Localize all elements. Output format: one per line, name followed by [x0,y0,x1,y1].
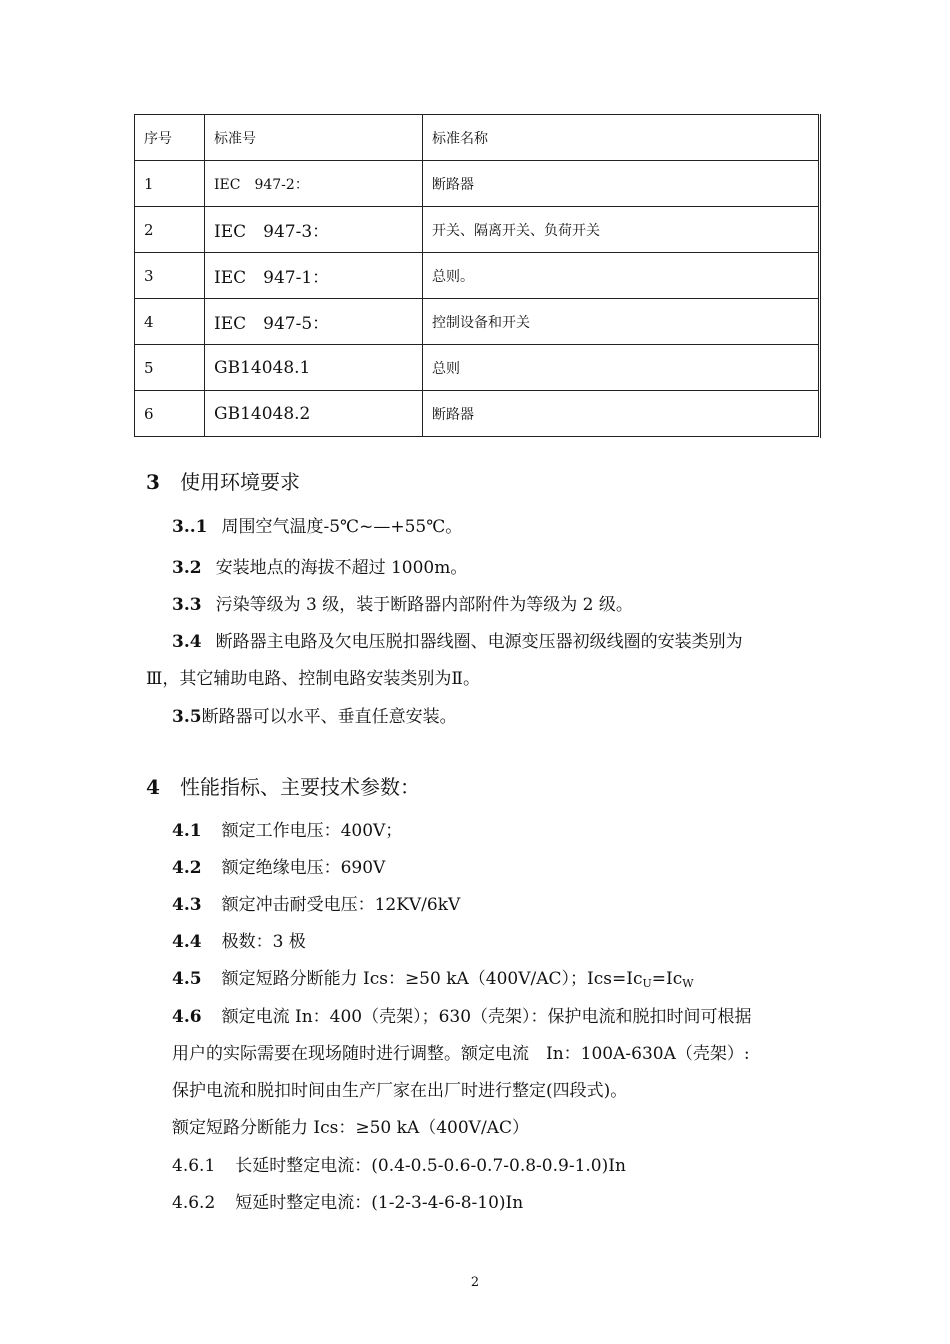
section-title: 使用环境要求 [180,470,300,494]
table-cell: GB14048.2 [205,391,423,437]
item-number: 4.3 [172,895,202,915]
subscript: W [682,977,694,990]
item-text: 安装地点的海拔不超过 1000m。 [215,558,468,578]
table-cell: 6 [135,391,205,437]
item-3-4 [172,631,743,653]
table-cell: IEC 947-2： [205,161,423,207]
item-4-3 [172,894,460,916]
breaking-capacity-line: 额定短路分断能力 Ics：≥50 kA（400V/AC） [172,1118,529,1138]
item-3-2 [172,557,467,579]
table-row [135,391,819,437]
section-4-heading [146,774,420,800]
item-text: 周围空气温度-5℃~—+55℃。 [221,517,463,537]
page-number: 2 [470,1275,480,1290]
item-text: 断路器主电路及欠电压脱扣器线圈、电源变压器初级线圈的安装类别为 [215,632,743,652]
table-cell: IEC 947-5： [205,299,423,345]
item-text: 额定电流 In：400（壳架）；630（壳架）：保护电流和脱扣时间可根据 [221,1007,752,1027]
item-number: 3..1 [172,517,208,537]
table-cell: IEC 947-1： [205,253,423,299]
item-text: 污染等级为 3 级，装于断路器内部附件为等级为 2 级。 [215,595,633,615]
section-number: 3 [146,470,160,494]
item-number: 3.5 [172,707,202,727]
item-3-4-continued: Ⅲ，其它辅助电路、控制电路安装类别为Ⅱ。 [146,669,480,689]
item-4-6 [172,1006,752,1028]
table-cell: 3 [135,253,205,299]
item-4-1 [172,820,402,842]
item-text: 额定冲击耐受电压：12KV/6kV [221,895,461,915]
item-text: 额定工作电压：400V； [221,821,403,841]
item-number: 4.4 [172,932,202,952]
table-cell: 总则。 [423,253,819,299]
item-number: 4.6.1 [172,1156,216,1176]
table-cell: IEC 947-3： [205,207,423,253]
table-cell: 5 [135,345,205,391]
item-text: 长延时整定电流：(0.4-0.5-0.6-0.7-0.8-0.9-1.0)In [235,1156,626,1176]
item-4-6-line3: 保护电流和脱扣时间由生产厂家在出厂时进行整定(四段式)。 [172,1081,628,1101]
table-cell: 4 [135,299,205,345]
item-text: 极数：3 极 [221,932,306,952]
item-3-3 [172,594,633,616]
item-number: 4.6.2 [172,1193,216,1213]
table-header-cell: 序号 [135,115,205,161]
table-double-border [820,114,821,438]
item-3-1 [172,516,462,538]
subscript: U [642,977,652,990]
table-header-cell: 标准号 [205,115,423,161]
table-row [135,299,819,345]
item-number: 4.2 [172,858,202,878]
item-number: 3.4 [172,632,202,652]
table-row [135,253,819,299]
item-number: 4.5 [172,969,202,989]
item-4-5 [172,968,694,990]
table-row [135,345,819,391]
item-text: 断路器可以水平、垂直任意安装。 [201,707,457,727]
table-cell: 2 [135,207,205,253]
table-header-row [135,115,819,161]
table-cell: 控制设备和开关 [423,299,819,345]
item-number: 4.1 [172,821,202,841]
section-number: 4 [146,775,160,799]
table-header-cell: 标准名称 [423,115,819,161]
section-3-heading [146,469,300,495]
item-text: 短延时整定电流：(1-2-3-4-6-8-10)In [235,1193,524,1213]
item-number: 3.2 [172,558,202,578]
item-3-5 [172,706,457,728]
item-4-2 [172,857,385,879]
item-number: 4.6 [172,1007,202,1027]
table-cell: 1 [135,161,205,207]
item-number: 3.3 [172,595,202,615]
item-4-6-2 [172,1192,523,1214]
table-cell: 开关、隔离开关、负荷开关 [423,207,819,253]
item-text: =Ic [651,969,683,989]
item-4-6-1 [172,1155,626,1177]
table-cell: 断路器 [423,161,819,207]
item-text: 额定绝缘电压：690V [221,858,386,878]
table-row [135,161,819,207]
standards-table [134,114,819,437]
item-text: 额定短路分断能力 Ics：≥50 kA（400V/AC）；Ics=Ic [221,969,643,989]
table-cell: 断路器 [423,391,819,437]
table-cell: GB14048.1 [205,345,423,391]
item-4-6-line2: 用户的实际需要在现场随时进行调整。额定电流 In：100A-630A（壳架）: [172,1044,750,1064]
table-row [135,207,819,253]
item-4-4 [172,931,306,953]
table-cell: 总则 [423,345,819,391]
section-title: 性能指标、主要技术参数： [180,775,420,799]
